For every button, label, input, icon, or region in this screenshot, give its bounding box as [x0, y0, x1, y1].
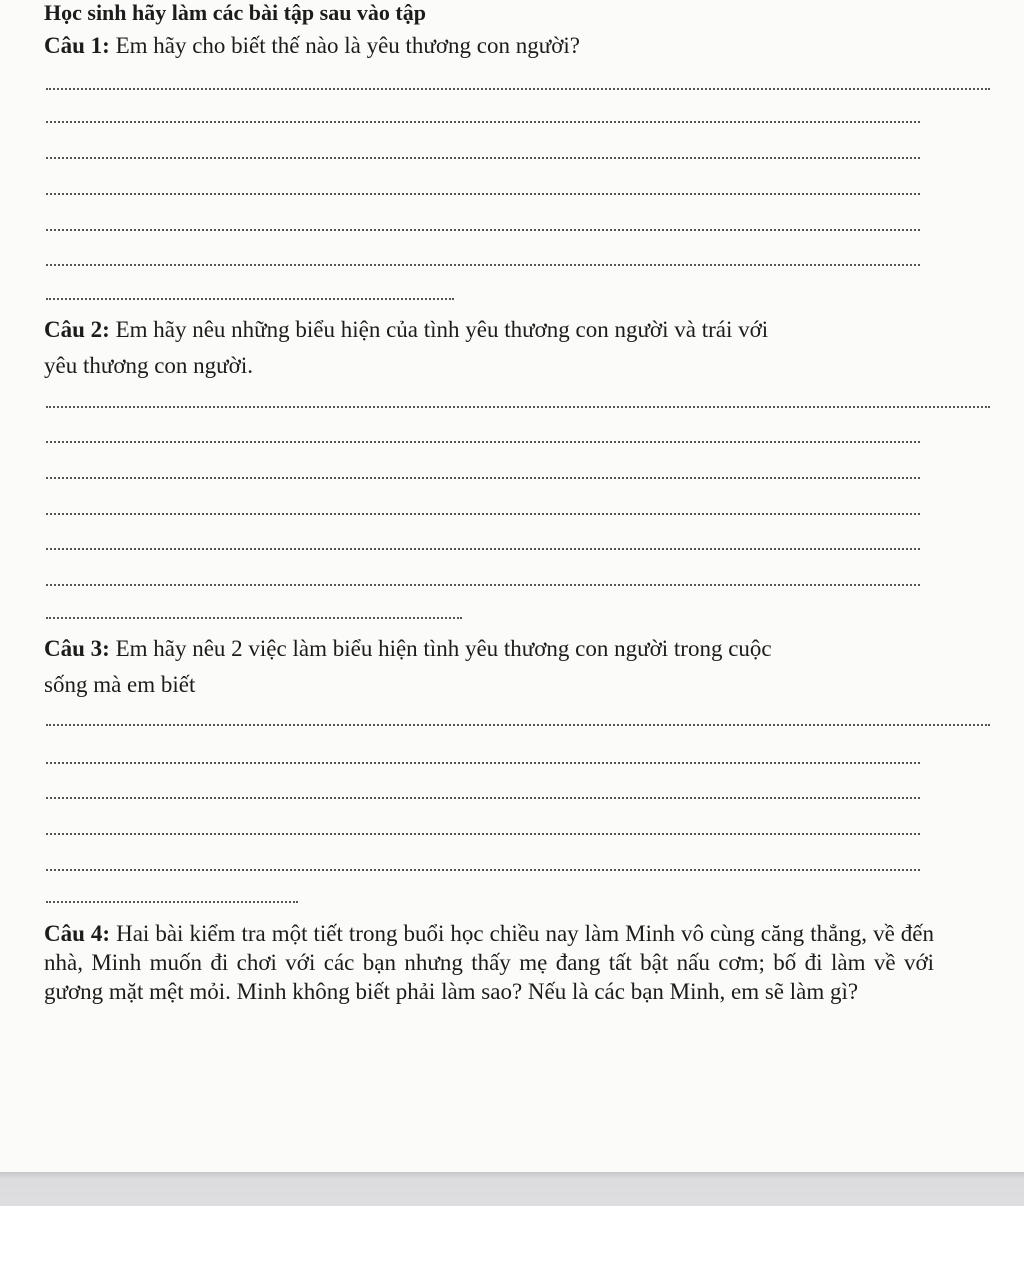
answer-line — [46, 617, 462, 619]
answer-line — [46, 513, 920, 515]
question-1-label: Câu 1: — [44, 33, 110, 58]
answer-line — [46, 548, 920, 550]
answer-line — [46, 121, 920, 123]
answer-line — [46, 193, 920, 195]
answer-line — [46, 157, 920, 159]
question-2-line-2: yêu thương con người. — [44, 353, 253, 378]
answer-line — [46, 724, 990, 726]
question-4 — [44, 919, 934, 1006]
question-2-label: Câu 2: — [44, 317, 110, 342]
answer-line — [46, 406, 990, 408]
answer-line — [46, 762, 920, 764]
question-1 — [44, 33, 580, 59]
question-2-line-1 — [44, 317, 768, 343]
question-3-text: Em hãy nêu 2 việc làm biểu hiện tình yêu thương con người trong cuộc — [115, 636, 772, 661]
answer-line — [46, 869, 920, 871]
answer-line — [46, 797, 920, 799]
question-3-line-2: sống mà em biết — [44, 672, 196, 697]
answer-line — [46, 441, 920, 443]
page-bottom-bar — [0, 1172, 1024, 1206]
question-4-label: Câu 4: — [44, 921, 111, 946]
answer-line — [46, 88, 990, 90]
answer-line — [46, 298, 454, 300]
answer-line — [46, 584, 920, 586]
question-2-text: Em hãy nêu những biểu hiện của tình yêu thương con người và trái với — [115, 317, 769, 342]
worksheet-instruction: Học sinh hãy làm các bài tập sau vào tập — [44, 0, 426, 25]
answer-line — [46, 477, 920, 479]
question-4-text: Hai bài kiểm tra một tiết trong buổi học chiều nay làm Minh vô cùng căng thẳng, về đến nhà, Minh muốn đi chơi với các bạn nhưng thấy mẹ đang tất bật nấu cơm; bố đi làm về với gương mặt mệt mỏi. Minh không biết phải làm sao? Nếu là các bạn Minh, em sẽ làm gì? — [44, 921, 935, 1004]
answer-line — [46, 901, 298, 903]
question-1-text: Em hãy cho biết thế nào là yêu thương con người? — [115, 33, 580, 58]
answer-line — [46, 833, 920, 835]
question-3-line-1 — [44, 636, 772, 662]
answer-line — [46, 229, 920, 231]
page-bottom-margin — [0, 1206, 1024, 1280]
answer-line — [46, 264, 920, 266]
question-3-label: Câu 3: — [44, 636, 110, 661]
